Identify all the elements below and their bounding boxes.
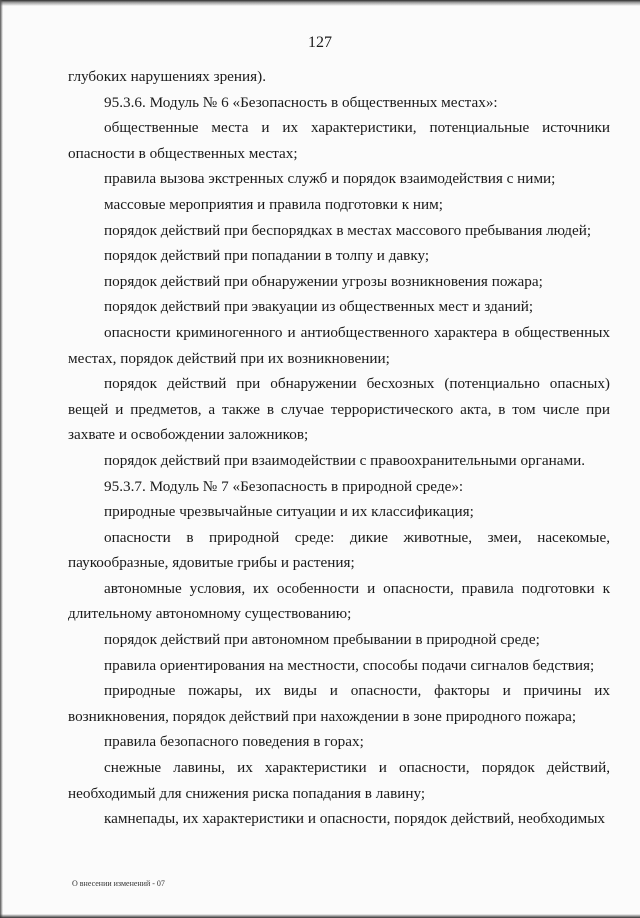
- list-item: общественные места и их характеристики, потенциальные источники опасности в общественных местах;: [68, 119, 610, 162]
- list-item: порядок действий при обнаружении угрозы возникновения пожара;: [104, 272, 543, 290]
- list-item: правила безопасного поведения в горах;: [104, 733, 364, 751]
- list-item: порядок действий при беспорядках в местах массового пребывания людей;: [104, 221, 592, 239]
- scan-edge-left: [0, 0, 3, 918]
- section-heading: 95.3.7. Модуль № 7 «Безопасность в природной среде»:: [104, 477, 464, 495]
- list-item: массовые мероприятия и правила подготовки к ним;: [104, 195, 443, 213]
- list-item: опасности криминогенного и антиобщественного характера в общественных местах, порядок действий при их возникновении;: [68, 323, 610, 367]
- list-item: порядок действий при обнаружении бесхозных (потенциально опасных) вещей и предметов, а также в случае террористического акта, в том числе при захвате и освобождении заложников;: [68, 375, 610, 444]
- list-item: правила ориентирования на местности, способы подачи сигналов бедствия;: [104, 656, 595, 674]
- list-item: природные чрезвычайные ситуации и их классификация;: [104, 503, 474, 521]
- scan-edge-top: [0, 0, 640, 6]
- list-item: снежные лавины, их характеристики и опасности, порядок действий, необходимый для снижения риска попадания в лавину;: [68, 759, 610, 802]
- scan-edge-bottom: [0, 914, 640, 918]
- list-item: порядок действий при взаимодействии с правоохранительными органами.: [104, 451, 586, 469]
- list-item: порядок действий при попадании в толпу и давку;: [104, 247, 430, 265]
- list-item: камнепады, их характеристики и опасности, порядок действий, необходимых: [104, 810, 606, 828]
- page-number: 127: [308, 34, 332, 51]
- list-item: порядок действий при автономном пребывании в природной среде;: [104, 631, 540, 649]
- footer-note: О внесении изменений - 07: [72, 879, 165, 888]
- list-item: порядок действий при эвакуации из общественных мест и зданий;: [104, 298, 534, 316]
- list-item: автономные условия, их особенности и опасности, правила подготовки к длительному автономному существованию;: [68, 579, 610, 623]
- paragraph: глубоких нарушениях зрения).: [68, 68, 267, 85]
- body-text: [68, 64, 610, 832]
- list-item: правила вызова экстренных служб и порядок взаимодействия с ними;: [104, 170, 556, 188]
- list-item: природные пожары, их виды и опасности, факторы и причины их возникновения, порядок действий при нахождении в зоне природного пожара;: [68, 682, 610, 725]
- list-item: опасности в природной среде: дикие животные, змеи, насекомые, паукообразные, ядовитые грибы и растения;: [68, 528, 610, 572]
- section-heading: 95.3.6. Модуль № 6 «Безопасность в общественных местах»:: [104, 93, 498, 111]
